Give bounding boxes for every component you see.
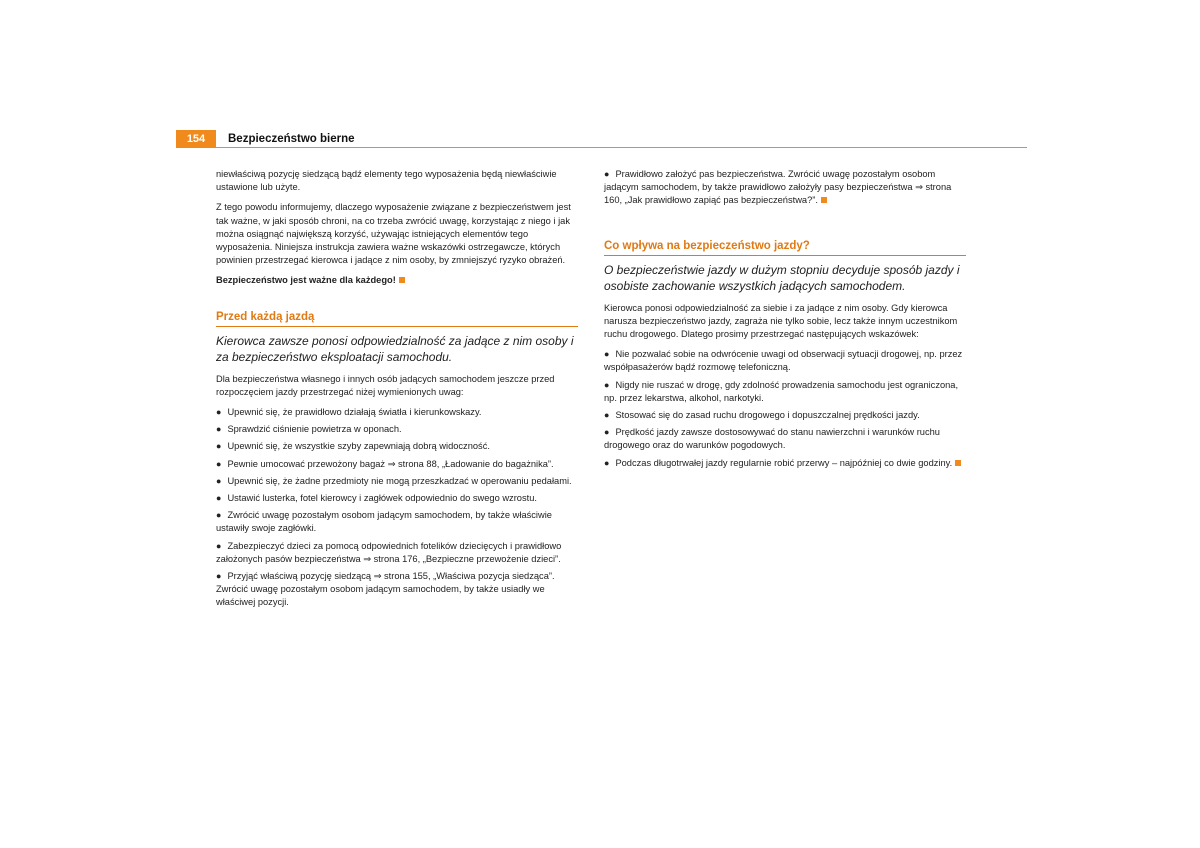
list-item-text: Pewnie umocować przewożony bagaż ⇒ strona 88, „Ładowanie do bagażnika”. bbox=[227, 458, 554, 469]
bullet-icon: ● bbox=[604, 379, 610, 390]
bullet-icon: ● bbox=[604, 427, 610, 438]
list-item bbox=[216, 509, 578, 535]
list-item-text: Nigdy nie ruszać w drogę, gdy zdolność prowadzenia samochodu jest ograniczona, np. przez lekarstwa, alkohol, narkotyki. bbox=[604, 379, 959, 403]
chapter-title: Bezpieczeństwo bierne bbox=[228, 133, 355, 145]
list-item bbox=[604, 457, 966, 470]
bullet-icon: ● bbox=[216, 510, 222, 521]
page-number: 154 bbox=[176, 130, 216, 148]
list-item-text: Sprawdzić ciśnienie powietrza w oponach. bbox=[227, 424, 402, 435]
list-item-text: Przyjąć właściwą pozycję siedzącą ⇒ strona 155, „Właściwa pozycja siedząca”. Zwrócić uwagę pozostałym osobom jadącym samochodem, by także usiadły we właściwej pozycji. bbox=[216, 571, 555, 608]
list-item-text: Podczas długotrwałej jazdy regularnie robić przerwy – najpóźniej co dwie godziny. bbox=[615, 457, 953, 468]
paragraph: Z tego powodu informujemy, dlaczego wyposażenie związane z bezpieczeństwem jest tak ważne, w jaki sposób chroni, na co trzeba zwrócić uwagę, korzystając z niego i jak można osiągnąć największą korzyść, używając istniejących elementów tego wyposażenia. Niniejsza instrukcja zawiera ważne wskazówki ostrzegawcze, których powinien przestrzegać kierowca i jadące z nim osoby, by zmniejszyć ryzyko obrażeń. bbox=[216, 202, 571, 266]
paragraph: niewłaściwą pozycję siedzącą bądź elementy tego wyposażenia będą niewłaściwie ustawione lub użyte. bbox=[216, 169, 557, 193]
paragraph: Dla bezpieczeństwa własnego i innych osób jadących samochodem jeszcze przed rozpoczęciem jazdy przestrzegać niżej wymienionych uwag: bbox=[216, 373, 555, 397]
bullet-icon: ● bbox=[604, 349, 610, 360]
section-end-marker bbox=[821, 197, 827, 203]
list-item-text: Zwrócić uwagę pozostałym osobom jadącym samochodem, by także właściwie ustawiły swoje zagłówki. bbox=[216, 510, 552, 534]
list-item-text: Nie pozwalać sobie na odwrócenie uwagi od obserwacji sytuacji drogowej, np. przez współpasażerów bądź rozmowę telefoniczną. bbox=[604, 349, 963, 373]
bullet-icon: ● bbox=[216, 475, 222, 486]
section-heading: Co wpływa na bezpieczeństwo jazdy? bbox=[604, 238, 966, 256]
header-divider bbox=[176, 147, 1027, 148]
list-item bbox=[604, 379, 966, 405]
bullet-icon: ● bbox=[216, 424, 222, 435]
bullet-icon: ● bbox=[604, 410, 610, 421]
bullet-icon: ● bbox=[216, 441, 222, 452]
section-end-marker bbox=[955, 460, 961, 466]
list-item bbox=[604, 168, 966, 208]
section-intro: O bezpieczeństwie jazdy w dużym stopniu decyduje sposób jazdy i osobiste zachowanie wszystkich jadących samochodem. bbox=[604, 262, 960, 293]
list-item bbox=[216, 570, 578, 610]
list-item bbox=[216, 423, 578, 436]
section-heading: Przed każdą jazdą bbox=[216, 309, 578, 327]
bullet-icon: ● bbox=[216, 540, 222, 551]
left-column bbox=[216, 168, 578, 614]
section-intro: Kierowca zawsze ponosi odpowiedzialność za jadące z nim osoby i za bezpieczeństwo eksploatacji samochodu. bbox=[216, 333, 574, 364]
list-item-text: Zabezpieczyć dzieci za pomocą odpowiednich fotelików dziecięcych i prawidłowo założonych pasów bezpieczeństwa ⇒ strona 176, „Bezpieczne przewożenie dzieci”. bbox=[216, 540, 562, 564]
list-item-text: Prędkość jazdy zawsze dostosowywać do stanu nawierzchni i warunków ruchu drogowego oraz do warunków pogodowych. bbox=[604, 427, 940, 451]
bullet-icon: ● bbox=[604, 169, 610, 179]
list-item-text: Upewnić się, że żadne przedmioty nie mogą przeszkadzać w operowaniu pedałami. bbox=[227, 475, 572, 486]
bullet-icon: ● bbox=[216, 571, 222, 582]
bullet-icon: ● bbox=[216, 493, 222, 504]
emphasis-text: Bezpieczeństwo jest ważne dla każdego! bbox=[216, 275, 396, 286]
list-item-text: Prawidłowo założyć pas bezpieczeństwa. Zwrócić uwagę pozostałym osobom jadącym samochodem, by także prawidłowo założyły pasy bezpieczeństwa ⇒ strona 160, „Jak prawidłowo zapiąć pas bezpieczeństwa?”. bbox=[604, 169, 952, 206]
list-item bbox=[216, 492, 578, 505]
list-item bbox=[216, 440, 578, 453]
right-column bbox=[604, 168, 966, 474]
list-item bbox=[216, 406, 578, 419]
list-item-text: Ustawić lusterka, fotel kierowcy i zagłówek odpowiednio do swego wzrostu. bbox=[227, 493, 537, 504]
list-item bbox=[604, 348, 966, 374]
list-item bbox=[604, 409, 966, 422]
list-item bbox=[604, 426, 966, 452]
list-item bbox=[216, 540, 578, 566]
paragraph: Kierowca ponosi odpowiedzialność za siebie i za jadące z nim osoby. Gdy kierowca narusza bezpieczeństwo jazdy, zagraża nie tylko sobie, lecz także innym uczestnikom ruchu drogowego. Dlatego prosimy przestrzegać następujących wskazówek: bbox=[604, 302, 958, 340]
list-item-text: Upewnić się, że prawidłowo działają światła i kierunkowskazy. bbox=[227, 407, 482, 418]
list-item-text: Upewnić się, że wszystkie szyby zapewniają dobrą widoczność. bbox=[227, 441, 490, 452]
section-end-marker bbox=[399, 277, 405, 283]
list-item bbox=[216, 458, 578, 471]
list-item bbox=[216, 475, 578, 488]
bullet-icon: ● bbox=[604, 457, 610, 468]
paragraph-emphasis bbox=[216, 274, 578, 287]
bullet-icon: ● bbox=[216, 407, 222, 418]
list-item-text: Stosować się do zasad ruchu drogowego i dopuszczalnej prędkości jazdy. bbox=[615, 410, 920, 421]
bullet-icon: ● bbox=[216, 458, 222, 469]
